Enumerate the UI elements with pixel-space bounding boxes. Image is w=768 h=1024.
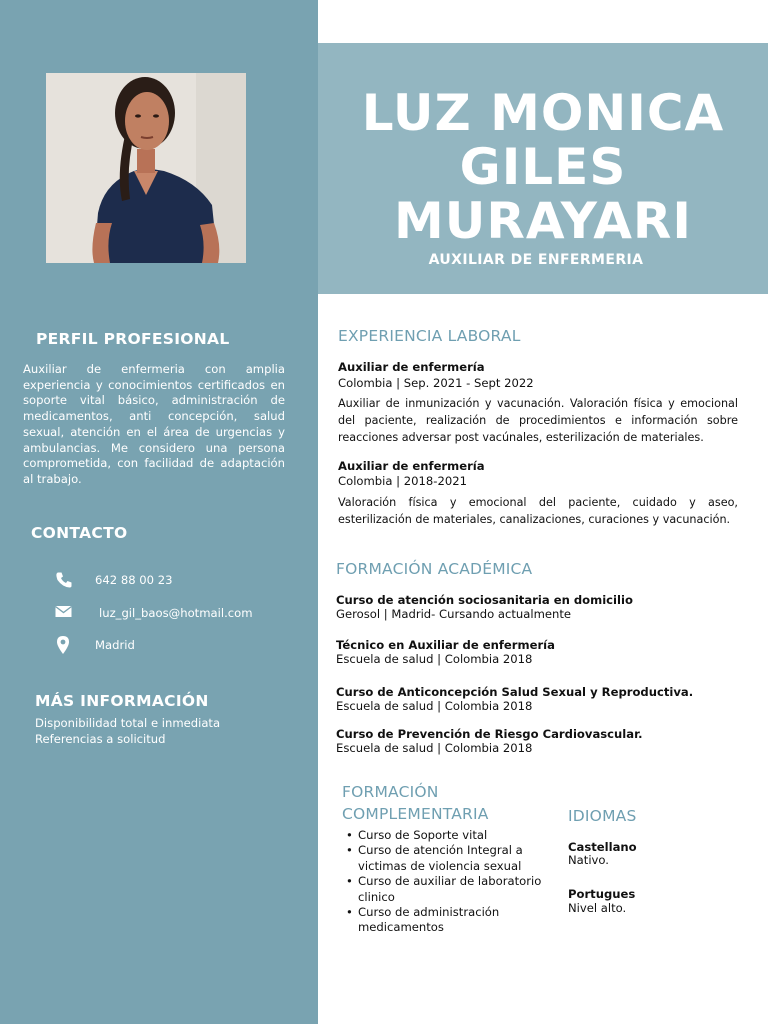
language-level: Nivel alto. <box>568 901 627 915</box>
experience-entry-title: Auxiliar de enfermería <box>338 360 485 374</box>
education-entry-sub: Gerosol | Madrid- Cursando actualmente <box>336 607 572 621</box>
list-item: • Curso de Soporte vital <box>342 828 542 843</box>
language-name: Portugues <box>568 887 636 901</box>
job-title: AUXILIAR DE ENFERMERIA <box>428 252 644 268</box>
email-icon <box>54 603 74 623</box>
contact-phone <box>54 570 304 590</box>
experience-entry-desc: Auxiliar de inmunización y vacunación. Valoración física y emocional del paciente, realización de procedimientos e información sobre reacciones adversar post vacúnales, esterilización de materiales. <box>338 397 738 444</box>
phone-number[interactable]: 642 88 00 23 <box>95 573 173 587</box>
language-level: Nativo. <box>568 853 609 867</box>
more-info-text <box>35 716 295 747</box>
list-item: • Curso de auxiliar de laboratorio clinico <box>342 874 542 905</box>
location-city: Madrid <box>95 638 135 652</box>
phone-icon <box>54 570 74 590</box>
experience-entry-sub: Colombia | 2018-2021 <box>338 474 467 488</box>
education-entry-sub: Escuela de salud | Colombia 2018 <box>336 652 533 666</box>
contact-heading: CONTACTO <box>31 524 128 542</box>
complementary-list <box>342 828 542 936</box>
complementary-heading-line-1: FORMACIÓN <box>342 783 439 801</box>
education-entry-title: Curso de Prevención de Riesgo Cardiovascular. <box>336 727 643 741</box>
name-line-3: MURAYARI <box>394 192 692 250</box>
list-item: • Curso de administración medicamentos <box>342 905 542 936</box>
profile-text: Auxiliar de enfermeria con amplia experiencia y conocimientos certificados en soporte vital básico, administración de medicamentos, anti concepción, salud sexual, atención en el área de urgencias y ambulancias. Me considero una persona comprometida, con facilidad de adaptación al trabajo. <box>23 362 285 486</box>
experience-heading: EXPERIENCIA LABORAL <box>338 327 521 345</box>
contact-email <box>54 603 304 623</box>
experience-entry-desc: Valoración física y emocional del paciente, cuidado y aseo, esterilización de materiales, canalizaciones, curaciones y vacunación. <box>338 496 738 526</box>
education-entry-title: Curso de Anticoncepción Salud Sexual y Reproductiva. <box>336 685 694 699</box>
education-entry-title: Curso de atención sociosanitaria en domicilio <box>336 593 633 607</box>
name-line-1: LUZ MONICA <box>361 84 725 142</box>
profile-heading: PERFIL PROFESIONAL <box>36 330 230 348</box>
education-heading: FORMACIÓN ACADÉMICA <box>336 560 533 578</box>
languages-heading: IDIOMAS <box>568 807 637 825</box>
complementary-heading-line-2: COMPLEMENTARIA <box>342 805 489 823</box>
language-name: Castellano <box>568 840 637 854</box>
email-address[interactable]: luz_gil_baos@hotmail.com <box>99 606 253 620</box>
education-entry-title: Técnico en Auxiliar de enfermería <box>336 638 555 652</box>
more-info-heading: MÁS INFORMACIÓN <box>35 692 209 710</box>
profile-photo <box>46 73 246 263</box>
experience-entry-title: Auxiliar de enfermería <box>338 459 485 473</box>
contact-location <box>54 635 304 655</box>
list-item: • Curso de atención Integral a victimas de violencia sexual <box>342 843 542 874</box>
more-info-line: Disponibilidad total e inmediata <box>35 716 221 730</box>
more-info-line: Referencias a solicitud <box>35 731 166 746</box>
education-entry-sub: Escuela de salud | Colombia 2018 <box>336 741 533 755</box>
education-entry-sub: Escuela de salud | Colombia 2018 <box>336 699 533 713</box>
experience-entry-sub: Colombia | Sep. 2021 - Sept 2022 <box>338 376 534 390</box>
location-pin-icon <box>54 635 74 655</box>
name-line-2: GILES <box>459 138 627 196</box>
